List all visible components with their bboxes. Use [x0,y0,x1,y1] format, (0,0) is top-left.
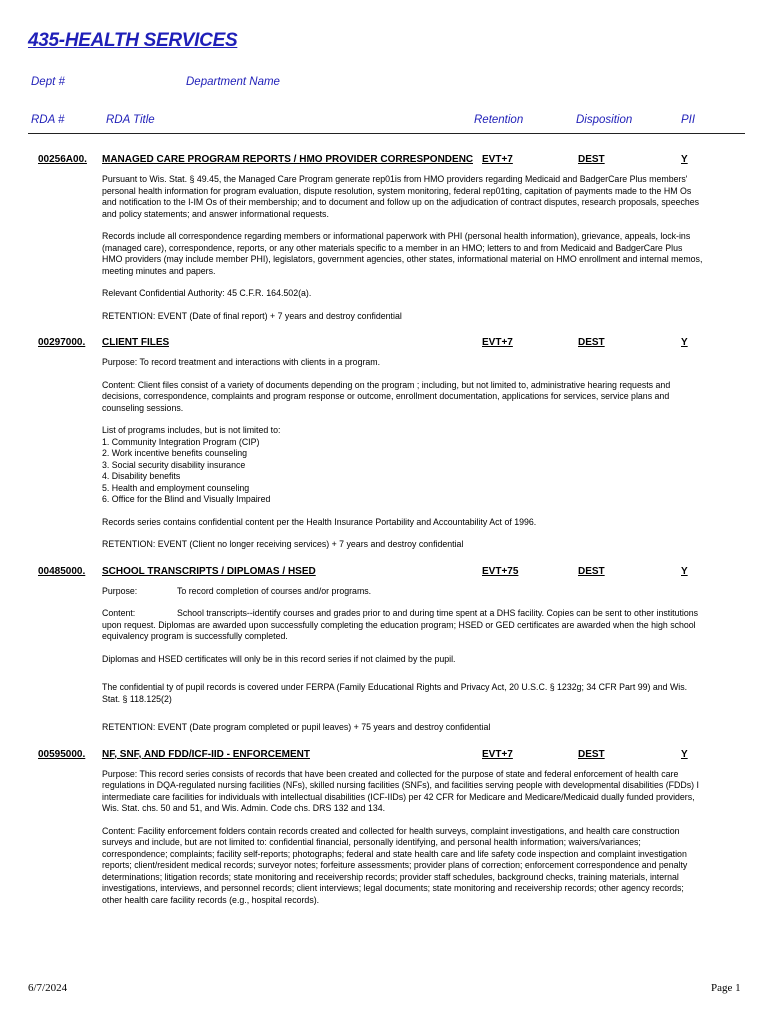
retention-statement: RETENTION: EVENT (Date program completed or pupil leaves) + 75 years and destroy confidential [102,722,491,732]
content-paragraph [102,608,704,643]
record-retention: EVT+75 [482,565,519,577]
record-paragraph: Pursuant to Wis. Stat. § 49.45, the Managed Care Program generate rep01is from HMO providers regarding Medicaid and BadgerCare Plus members' personal health information for program evaluation, dispute resolution, system monitoring, federal rep01ting, capitation of payments made to the HM Os and notification to the I-IM Os of their membership; and to document and follow up on the adjudication of contract disputes, research proposals, speeches and policy statements; and answer informational requests. [102,174,700,219]
retention-statement: RETENTION: EVENT (Date of final report) + 7 years and destroy confidential [102,310,402,321]
record-number: 00297000. [38,337,86,348]
record-description [0,580,704,734]
rda-title-header: RDA Title [106,114,155,126]
record-00485000 [0,562,770,734]
program-list: List of programs includes, but is not limited to: 1. Community Integration Program (CIP) 2. Work incentive benefits counseling 3. Social security disability insurance 4. Disability benefits 5. Health and employment counseling 6. Office for the Blind and Visually Impaired [102,425,281,504]
dept-number-header: Dept # [31,76,65,88]
record-paragraph: The confidential ty of pupil records is covered under FERPA (Family Educational Rights and Privacy Act, 20 U.S.C. § 1232g; 34 CFR Part 99) and Wis. Stat. § 118.125(2) [102,682,688,704]
purpose-label: Purpose: [102,585,138,596]
record-paragraph: Diplomas and HSED certificates will only be in this record series if not claimed by the pupil. [102,653,456,664]
retention-statement: RETENTION: EVENT (Client no longer receiving services) + 7 years and destroy confidential [102,539,464,549]
records-list [0,150,770,917]
purpose-text: To record completion of courses and/or programs. [177,585,372,596]
record-00256A00 [0,150,770,322]
record-00297000 [0,333,770,551]
record-title: MANAGED CARE PROGRAM REPORTS / HMO PROVIDER CORRESPONDENC [102,154,474,165]
record-pii: Y [681,565,688,577]
record-description [0,168,704,322]
record-title: SCHOOL TRANSCRIPTS / DIPLOMAS / HSED [102,565,316,577]
record-disposition: DEST [578,154,605,165]
record-header [0,150,770,168]
disposition-header: Disposition [576,114,633,126]
pii-header: PII [681,114,696,126]
record-number: 00595000. [38,748,86,760]
record-pii: Y [681,748,688,760]
record-header [0,745,770,763]
record-title: NF, SNF, AND FDD/ICF-IID - ENFORCEMENT [102,748,310,760]
record-description [0,763,704,907]
record-paragraph: Purpose: To record treatment and interactions with clients in a program. [102,357,381,367]
record-pii: Y [681,337,688,348]
record-paragraph: Content: Client files consist of a variety of documents depending on the program ; including, but not limited to, administrative hearing requests and decisions, correspondence, complaints and program response or outcome, enrollment documentation, applications for services, service plans and counseling sessions. [102,379,671,413]
department-name-header: Department Name [186,76,280,88]
page-title: 435-HEALTH SERVICES [28,30,238,51]
content-label: Content: [102,608,136,618]
record-disposition: DEST [578,748,605,760]
record-paragraph: Records series contains confidential content per the Health Insurance Portability and Accountability Act of 1996. [102,516,537,527]
record-00595000 [0,745,770,907]
record-description [0,351,704,551]
rda-number-header: RDA # [31,114,65,126]
record-disposition: DEST [578,565,605,577]
record-paragraph: Relevant Confidential Authority: 45 C.F.R. 164.502(a). [102,288,312,298]
retention-header: Retention [474,114,524,126]
record-disposition: DEST [578,337,605,348]
record-paragraph: Purpose: This record series consists of records that have been created and collected for the purpose of state and federal enforcement of health care regulations in DQA-regulated nursing facilities (NFs), skilled nursing facilities (SNFs), and facilities serving people with developmental disabilities (FDDs) I intermediate care facilities for individuals with intellectual disabilities (ICF-IIDs) per 42 CFR for Medicare and Medicare/Medicaid dually funded providers, Wis. Stat. chs. 50 and 51, and Wis. Admin. Code chs. DRS 132 and 134. [102,768,699,813]
record-header [0,562,770,580]
record-retention: EVT+7 [482,337,513,348]
record-paragraph: Records include all correspondence regarding members or informational paperwork with PHI (personal health information), grievance, appeals, lock-ins (managed care), correspondence, reports, or any other materials specific to a member in an HMO; letters to and from Medicaid and BadgerCare Plus HMO providers (may include member PHI), legislators, government agencies, other states, informational material on HMO enrollment and internal memos, meeting minutes and papers. [102,231,703,276]
record-paragraph: Content: Facility enforcement folders contain records created and collected for health surveys, complaint investigations, and health care construction surveys and include, but are not limited to: confidential financial, personally identifying, and personal health information; waivers/variances; correspondence; complaints; facility self-reports; photographs; federal and state health care and life safety code inspection and complaint investigation reports; client/resident medical records; surveyor notes; forfeiture assessments; provider plans of correction; enforcement correspondence and penalty determinations; litigation records; state monitoring and receivership records; provider staff schedules, background checks, training materials, internal investigations, interviews, and personnel records; client interviews; legal documents; state monitoring and receivership records; other agency records; other health care facility records (e.g., hospital records). [102,825,688,905]
record-retention: EVT+7 [482,748,513,760]
page-number: Page 1 [711,982,741,994]
record-pii: Y [681,154,688,165]
record-title: CLIENT FILES [102,337,170,348]
record-retention: EVT+7 [482,154,513,165]
header-divider [28,133,745,134]
record-number: 00485000. [38,565,86,577]
record-number: 00256A00. [38,154,87,165]
purpose-paragraph [102,586,704,598]
record-header [0,333,770,351]
content-text: School transcripts--identify courses and grades prior to and during time spent at a DHS facility. Copies can be sent to other institutions upon request. Diplomas are awarded upon successfully completing the education program; HSED or GED certificates are awarded when the high school equivalency program is successfully completed. [102,608,699,641]
footer-date: 6/7/2024 [28,982,68,994]
